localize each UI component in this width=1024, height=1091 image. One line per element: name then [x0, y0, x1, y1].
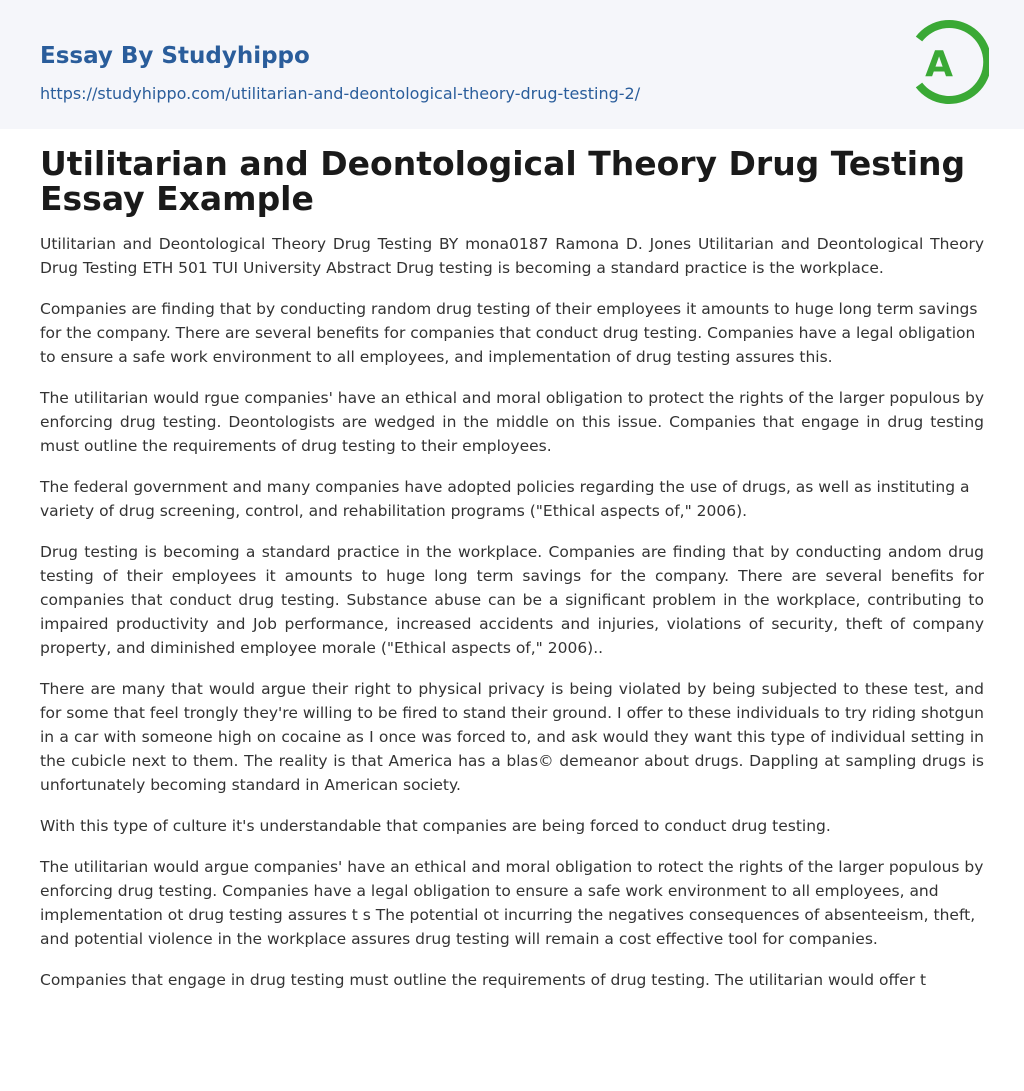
article-paragraph: The federal government and many companies have adopted policies regarding the use of drugs, as well as instituting a variety of drug screening, control, and rehabilitation programs ("Ethical aspects of," 2006). [40, 478, 970, 520]
article-paragraph: Companies are finding that by conducting random drug testing of their employees it amounts to huge long term savings for the company. There are several benefits for companies that conduct drug testing. Companies have a legal obligation to ensure a safe work environment to all employees, and implementation of drug testing assures this. [40, 300, 978, 366]
article-title: Utilitarian and Deontological Theory Drug Testing Essay Example [40, 144, 966, 218]
article-paragraph: Utilitarian and Deontological Theory Drug Testing BY mona0187 Ramona D. Jones Utilitarian and Deontological Theory Drug Testing ETH 501 TUI University Abstract Drug testing is becoming a standard practice is the workplace. [40, 235, 984, 277]
article-paragraph: The utilitarian would argue companies' have an ethical and moral obligation to rotect the rights of the larger populous by enforcing drug testing. Companies have a legal obligation to ensure a safe work environment to all employees, and implementation ot drug testing assures t s The potential ot incurring the negatives consequences of absenteeism, theft, and potential violence in the workplace assures drug testing will remain a cost effective tool for companies. [40, 858, 984, 948]
article-paragraph: Companies that engage in drug testing must outline the requirements of drug testing. The utilitarian would offer t [40, 971, 927, 989]
site-brand[interactable]: Essay By Studyhippo [40, 43, 310, 69]
studyhippo-logo-icon[interactable] [907, 17, 989, 107]
article-paragraph: The utilitarian would rgue companies' have an ethical and moral obligation to protect the rights of the larger populous by enforcing drug testing. Deontologists are wedged in the middle on this issue. Companies that engage in drug testing must outline the requirements of drug testing to their employees. [40, 389, 984, 455]
article-paragraph: Drug testing is becoming a standard practice in the workplace. Companies are finding that by conducting andom drug testing of their employees it amounts to huge long term savings for the company. There are several benefits for companies that conduct drug testing. Substance abuse can be a significant problem in the workplace, contributing to impaired productivity and Job performance, increased accidents and injuries, violations of security, theft of company property, and diminished employee morale ("Ethical aspects of," 2006).. [40, 543, 984, 657]
article [0, 146, 1024, 992]
article-url-link[interactable]: https://studyhippo.com/utilitarian-and-deontological-theory-drug-testing-2/ [40, 84, 641, 103]
article-paragraph: There are many that would argue their right to physical privacy is being violated by being subjected to these test, and for some that feel trongly they're willing to be fired to stand their ground. I offer to these individuals to try riding shotgun in a car with someone high on cocaine as I once was forced to, and ask would they want this type of individual setting in the cubicle next to them. The reality is that America has a blas© demeanor about drugs. Dappling at sampling drugs is unfortunately becoming standard in American society. [40, 680, 984, 794]
logo-letter: A [925, 44, 953, 85]
site-header [0, 0, 1024, 129]
article-paragraph: With this type of culture it's understandable that companies are being forced to conduct drug testing. [40, 817, 831, 835]
